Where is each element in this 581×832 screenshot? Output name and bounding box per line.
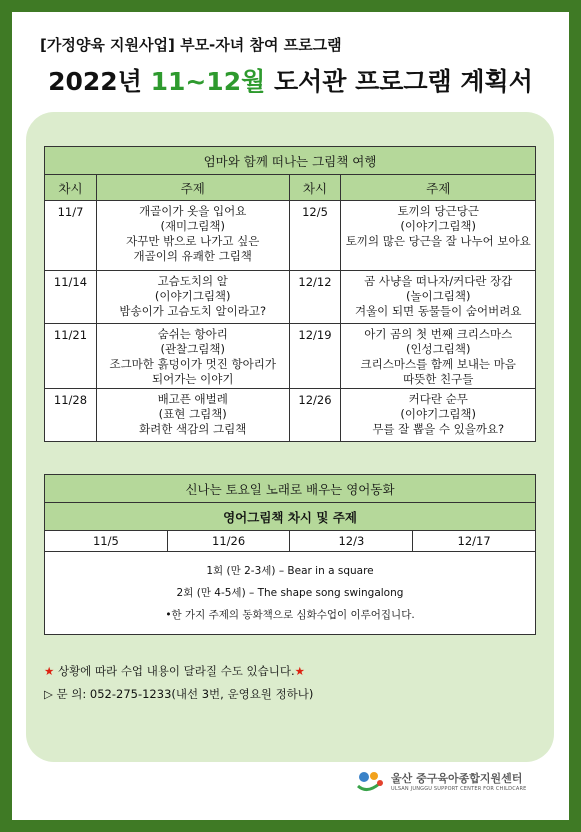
org-name: 울산 중구육아종합지원센터	[391, 772, 523, 785]
description-line: 화려한 색감의 그림책	[139, 422, 247, 436]
notes	[44, 660, 313, 706]
col-theme: 주제	[96, 175, 289, 201]
description-line: 자꾸만 밖으로 나가고 싶은	[126, 234, 260, 248]
col-theme: 주제	[341, 175, 536, 201]
arrow-icon: ▷	[44, 687, 53, 701]
note-change	[44, 660, 313, 683]
session-date: 12/12	[289, 271, 341, 324]
description-line: 개골이의 유쾌한 그림책	[133, 249, 252, 263]
table2-subtitle: 영어그림책 차시 및 주제	[45, 503, 536, 531]
content-panel	[26, 112, 554, 762]
description-line: 겨울이 되면 동물들이 숨어버려요	[354, 304, 522, 318]
note-change-text: 상황에 따라 수업 내용이 달라질 수도 있습니다.	[54, 664, 295, 678]
title-highlight: 11~12월	[150, 67, 266, 96]
description-line: 개골이가 옷을 입어요	[139, 204, 247, 218]
session-date: 11/7	[45, 201, 97, 271]
description-line: (이야기그림책)	[400, 407, 477, 421]
description-line: 커다란 순무	[408, 392, 468, 406]
description-line: 고슴도치의 알	[157, 274, 228, 288]
session-description	[96, 201, 289, 271]
title-prefix: 2022년	[48, 67, 151, 96]
table-row	[45, 201, 536, 271]
info-line: 2회 (만 4-5세) – The shape song swingalong	[176, 587, 404, 599]
description-line: 아기 곰의 첫 번째 크리스마스	[364, 327, 513, 341]
table1-title: 엄마와 함께 떠나는 그림책 여행	[45, 147, 536, 175]
header	[12, 12, 569, 107]
picture-book-table	[44, 146, 536, 442]
description-line: (이야기그림책)	[154, 289, 231, 303]
table-row	[45, 271, 536, 324]
info-line: 1회 (만 2-3세) – Bear in a square	[206, 565, 374, 577]
description-line: 크리스마스를 함께 보내는 마음	[360, 357, 516, 371]
logo-icon	[355, 768, 385, 794]
star-icon: ★	[44, 664, 55, 678]
center-logo	[355, 768, 527, 794]
description-line: 곰 사냥을 떠나자/커다란 장갑	[364, 274, 513, 288]
description-line: 무를 잘 뽑을 수 있을까요?	[372, 422, 505, 436]
title-suffix: 도서관 프로그램 계획서	[265, 67, 533, 96]
description-line: 조그마한 흙덩이가 멋진 항아리가	[109, 357, 276, 371]
session-description	[341, 271, 536, 324]
session-description	[341, 324, 536, 389]
english-date: 12/17	[413, 531, 536, 552]
session-date: 11/21	[45, 324, 97, 389]
english-story-table	[44, 474, 536, 635]
description-line: 숨쉬는 항아리	[157, 327, 228, 341]
description-line: 배고픈 애벌레	[157, 392, 228, 406]
english-date: 11/26	[167, 531, 290, 552]
description-line: (표현 그림책)	[158, 407, 227, 421]
table-row	[45, 324, 536, 389]
table2-title: 신나는 토요일 노래로 배우는 영어동화	[45, 475, 536, 503]
col-session: 차시	[289, 175, 341, 201]
note-contact	[44, 683, 313, 706]
program-subtitle: [가정양육 지원사업] 부모-자녀 참여 프로그램	[40, 36, 342, 54]
session-description	[96, 324, 289, 389]
session-description	[341, 389, 536, 442]
session-date: 12/26	[289, 389, 341, 442]
session-date: 11/14	[45, 271, 97, 324]
description-line: 토끼의 당근당근	[397, 204, 479, 218]
org-name-en: ULSAN JUNGGU SUPPORT CENTER FOR CHILDCARE	[391, 786, 527, 792]
description-line: 밤송이가 고슴도치 알이라고?	[119, 304, 267, 318]
english-date: 11/5	[45, 531, 168, 552]
description-line: 토끼의 많은 당근을 잘 나누어 보아요	[345, 234, 531, 248]
table-row	[45, 389, 536, 442]
description-line: 되어가는 이야기	[152, 372, 234, 386]
page-title	[12, 62, 569, 98]
description-line: (놀이그림책)	[405, 289, 471, 303]
session-description	[96, 271, 289, 324]
session-description	[96, 389, 289, 442]
session-date: 12/19	[289, 324, 341, 389]
session-description	[341, 201, 536, 271]
session-date: 11/28	[45, 389, 97, 442]
description-line: (관찰그림책)	[160, 342, 225, 356]
description-line: (재미그림책)	[160, 219, 225, 233]
star-icon: ★	[294, 664, 305, 678]
description-line: (인성그림책)	[405, 342, 471, 356]
english-info	[45, 552, 536, 635]
description-line: (이야기그림책)	[400, 219, 477, 233]
note-contact-text: 문 의: 052-275-1233(내선 3번, 운영요원 정하나)	[52, 687, 314, 701]
description-line: 따뜻한 친구들	[403, 372, 474, 386]
session-date: 12/5	[289, 201, 341, 271]
info-line: •한 가지 주제의 동화책으로 심화수업이 이루어집니다.	[165, 609, 415, 621]
english-date: 12/3	[290, 531, 413, 552]
col-session: 차시	[45, 175, 97, 201]
